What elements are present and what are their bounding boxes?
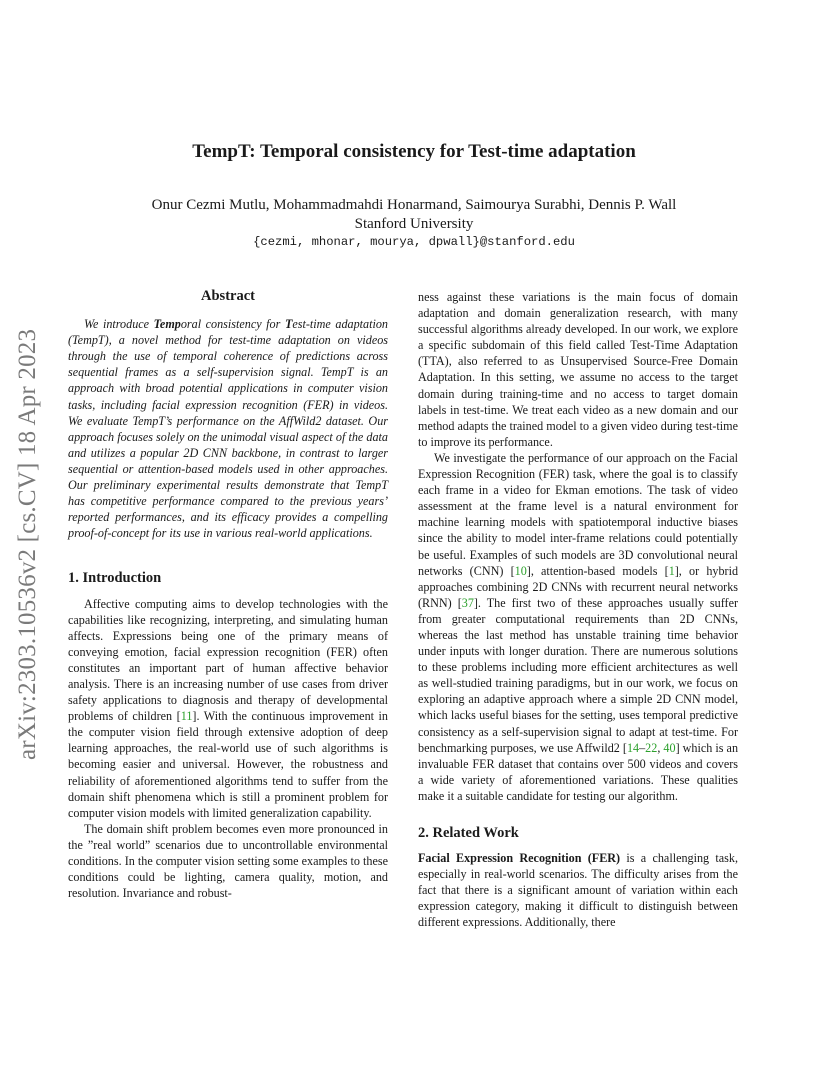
right-column — [418, 289, 738, 931]
author-emails: {cezmi, mhonar, mourya, dpwall}@stanford.edu — [253, 235, 575, 249]
citation-link[interactable]: 22 — [645, 740, 658, 755]
citation-link[interactable]: 11 — [180, 709, 193, 724]
citation-link[interactable]: 37 — [461, 595, 474, 610]
citation-link[interactable]: 10 — [514, 563, 527, 578]
section-heading-related-work: 2. Related Work — [418, 825, 519, 841]
related-paragraph-1: Facial Expression Recognition (FER) is a challenging task, especially in real-world scenarios. The difficulty arises from the fact that there is a significant amount of variation within each expression category, making it difficult to distinguish between different expressions. Additionally, there — [418, 851, 738, 930]
abstract-heading: Abstract — [201, 288, 255, 304]
affiliation: Stanford University — [354, 216, 474, 232]
intro-paragraph-2: The domain shift problem becomes even more pronounced in the ”real world” scenarios due to uncontrollable environmental conditions. In the computer vision setting some examples to these conditions could be lighting, camera quality, motion, and resolution. Invariance and robust- — [68, 821, 388, 901]
section-heading-introduction: 1. Introduction — [68, 570, 162, 587]
author-block — [0, 196, 828, 234]
author-list: Onur Cezmi Mutlu, Mohammadmahdi Honarmand, Saimourya Surabhi, Dennis P. Wall — [151, 197, 677, 213]
left-column — [68, 288, 388, 901]
intro-paragraph-2-continued: ness against these variations is the main focus of domain adaptation and domain generalization research, with many successful algorithms already developed. In our work, we explore a specific subdomain of this field called Test-Time Adaptation (TTA), also referred to as Unsupervised Source-Free Domain Adaptation. In this setting, we assume no access to the target domain during training-time and no access to target domain labels in test-time. We treat each video as a new domain and our method adapts the trained model to a given video during test-time to improve its performance. — [418, 290, 738, 449]
abstract-text: We introduce Temporal consistency for Test-time adaptation (TempT), a novel method for test-time adaptation on videos through the use of temporal coherence of predictions across sequential frames as a self-supervision signal. TempT is an approach with broad potential applications in computer vision tasks, including facial expression recognition (FER) in videos. We evaluate TempT’s performance on the AffWild2 dataset. Our approach focuses solely on the unimodal visual aspect of the data and utilizes a popular 2D CNN backbone, in contrast to larger sequential or attention-based models used in other approaches. Our preliminary experimental results demonstrate that TempT has competitive performance compared to the previous years’ reported performances, and its efficacy provides a compelling proof-of-concept for its use in various real-world applications. — [68, 317, 388, 541]
intro-paragraph-1: Affective computing aims to develop technologies with the capabilities like recognizing, interpreting, and simulating human affects. Expressions being one of the primary means of conveying emotion, facial expression recognition (FER) often constitutes an important part of human affective behavior analysis. There is an increasing number of use cases from driver safety applications to diagnosis and therapy of developmental problems of children [11]. With the continuous improvement in the computer vision field through extensive adoption of deep learning approaches, the real-world use of such algorithms is becoming easier and universal. However, the robustness and reliability of aforementioned algorithms tend to suffer from the domain shift phenomena which is still a prominent problem for computer vision models with limited generalization capability. — [68, 596, 388, 820]
arxiv-stamp: arXiv:2303.10536v2 [cs.CV] 18 Apr 2023 — [14, 328, 41, 760]
citation-link[interactable]: 1 — [668, 563, 675, 578]
citation-link[interactable]: 40 — [663, 740, 676, 755]
paper-title: TempT: Temporal consistency for Test-time adaptation — [192, 141, 636, 162]
intro-paragraph-3: We investigate the performance of our approach on the Facial Expression Recognition (FER) task, where the goal is to classify each frame in a video for Ekman emotions. The task of video assessment at the frame level is a natural environment for machine learning models with spatiotemporal inductive biases since the ability to model inter-frame relations could potentially be useful. Examples of such models are 3D convolutional neural networks (CNN) [10], attention-based models [1], or hybrid approaches combining 2D CNNs with recurrent neural networks (RNN) [37]. The first two of these approaches usually suffer from greater computational requirements than 2D CNNs, whereas the last method has unstable training time behavior under inputs with longer duration. There are numerous solutions to these problems including more efficient architectures as well as well-studied training paradigms, but in our work, we focus on exploring an adaptive approach where a simple 2D CNN model, which lacks useful biases for the setting, uses temporal predictive consistency as a self-supervision signal to adapt at test-time. For benchmarking purposes, we use Affwild2 [14–22, 40] which is an invaluable FER dataset that contains over 500 videos and covers a wide variety of aforementioned variations. These qualities make it a suitable candidate for testing our algorithm. — [418, 450, 739, 803]
citation-link[interactable]: 14 — [626, 740, 640, 755]
